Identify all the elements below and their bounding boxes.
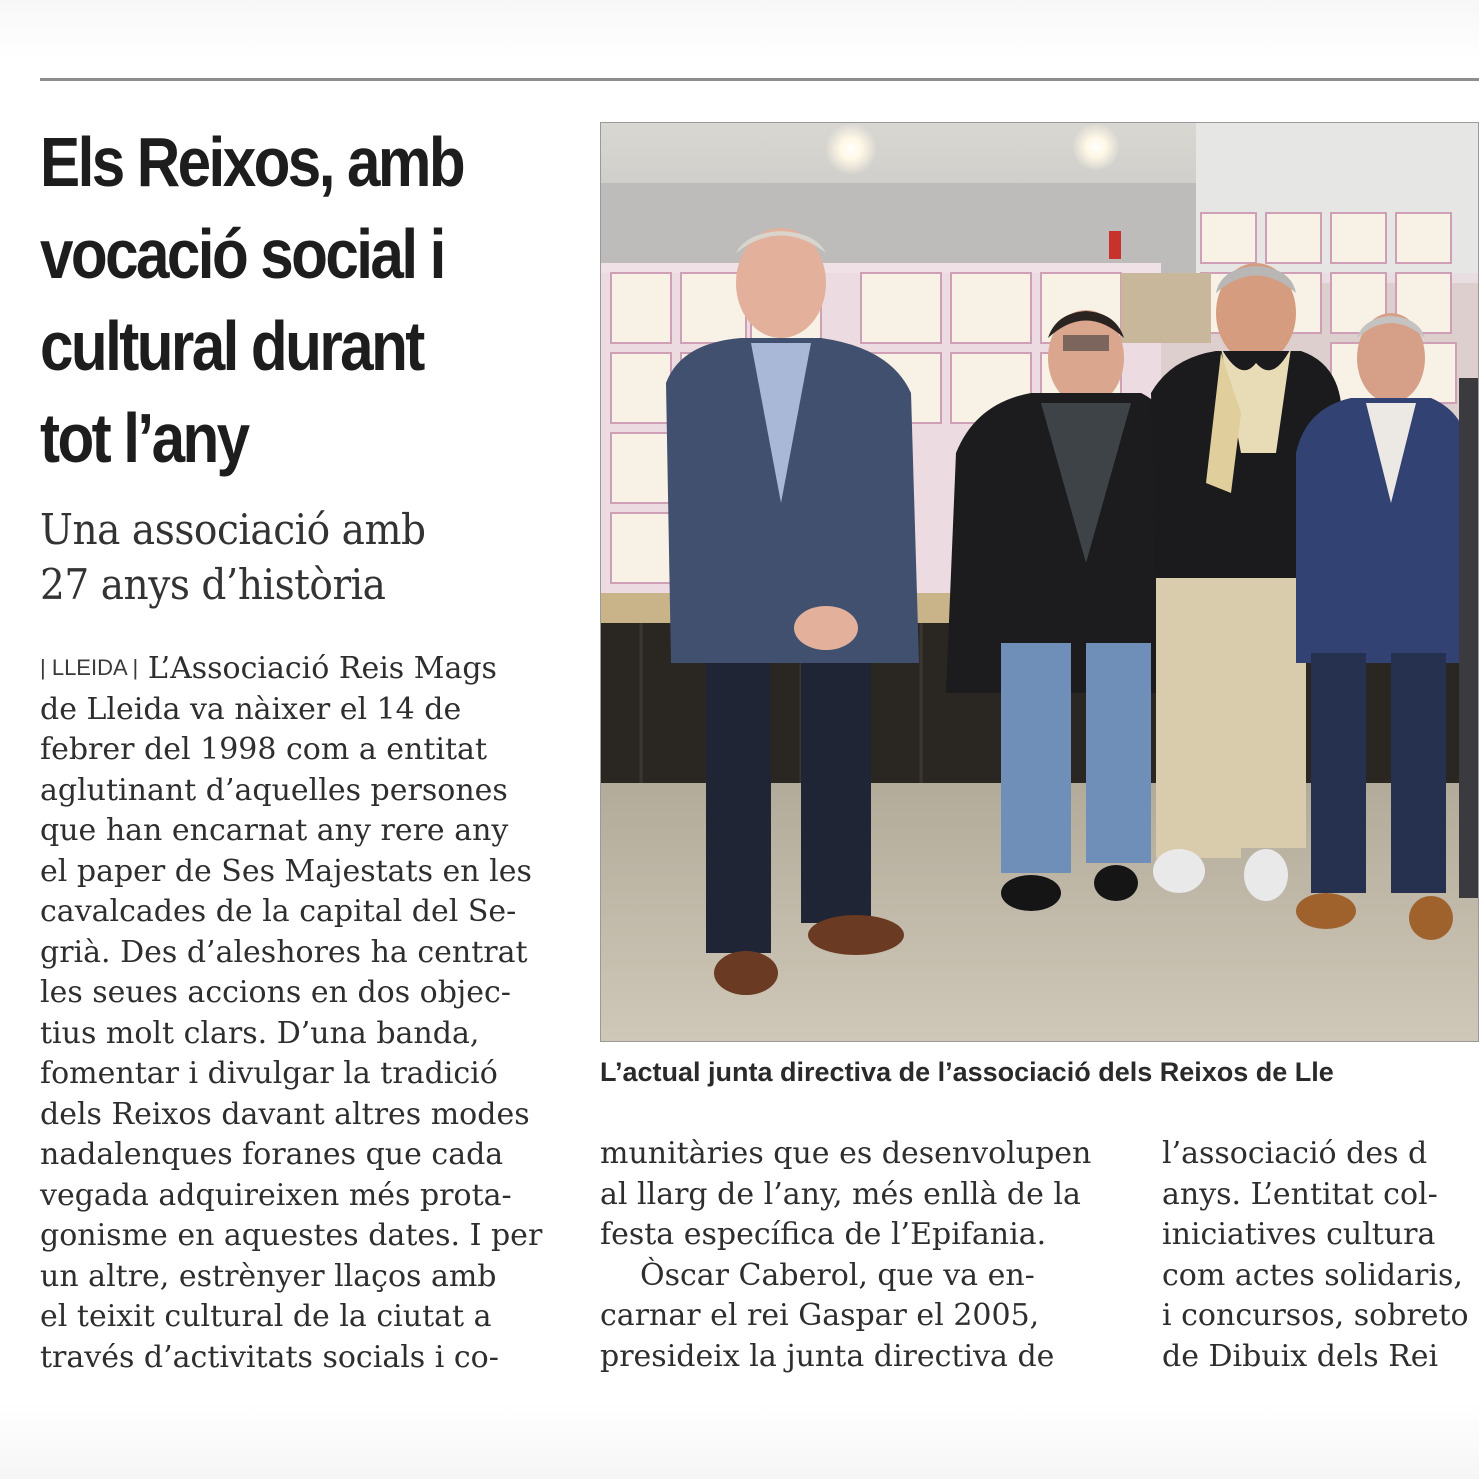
photo-caption: L’actual junta directiva de l’associació dels Reixos de Lle [600,1057,1334,1087]
dateline: | LLEIDA | [40,655,139,680]
body-line: un altre, estrènyer llaços amb [40,1258,497,1294]
body-line: el paper de Ses Majestats en les [40,853,532,889]
body-column-3 [1162,1134,1479,1377]
body-line: través d’activitats socials i co- [40,1339,499,1375]
body-line: cavalcades de la capital del Se- [40,894,517,929]
body-line: grià. Des d’aleshores ha centrat [40,934,528,970]
body-column-2 [600,1134,1114,1377]
body-line: carnar el rei Gaspar el 2005, [600,1298,1040,1333]
body-line: dels Reixos davant altres modes [40,1096,530,1132]
body-line: al llarg de l’any, més enllà de la [600,1176,1081,1212]
body-line: fomentar i divulgar la tradició [40,1056,498,1091]
headline-line: vocació social i [40,215,444,293]
top-rule [40,78,1479,81]
body-line: nadalenques foranes que cada [40,1137,504,1172]
subheadline-line: 27 anys d’història [40,560,386,609]
body-line: de Dibuix dels Rei [1162,1338,1439,1374]
body-line: gonisme en aquestes dates. I per [40,1218,543,1253]
body-line: l’associació des d [1162,1136,1428,1171]
headline [40,116,496,484]
body-line: vegada adquireixen més prota- [40,1177,512,1213]
body-line: de Lleida va nàixer el 14 de [40,691,462,727]
body-line: el teixit cultural de la ciutat a [40,1299,492,1334]
body-line: aglutinant d’aquelles persones [40,772,508,808]
body-line: que han encarnat any rere any [40,813,509,848]
group-photo [600,122,1479,1042]
body-column-1 [40,648,552,1378]
headline-line: cultural durant [40,307,423,385]
body-line: les seues accions en dos objec- [40,975,511,1010]
body-line: febrer del 1998 com a entitat [40,732,487,767]
headline-line: tot l’any [40,399,248,477]
subheadline [40,502,426,612]
body-line: tius molt clars. D’una banda, [40,1015,480,1051]
headline-line: Els Reixos, amb [40,123,464,201]
body-line: munitàries que es desenvolupen [600,1136,1092,1171]
body-line: anys. L’entitat col- [1162,1176,1438,1212]
body-line: presideix la junta directiva de [600,1338,1055,1374]
body-line: i concursos, sobreto [1162,1298,1469,1333]
body-line: Òscar Caberol, que va en- [640,1257,1035,1293]
photo-illustration [601,123,1479,1042]
body-line: com actes solidaris, [1162,1257,1463,1293]
body-text: L’Associació Reis Mags [147,651,497,686]
body-line [40,648,552,690]
subheadline-line: Una associació amb [40,505,426,554]
body-line: iniciatives cultura [1162,1217,1436,1252]
body-line: festa específica de l’Epifania. [600,1217,1047,1252]
